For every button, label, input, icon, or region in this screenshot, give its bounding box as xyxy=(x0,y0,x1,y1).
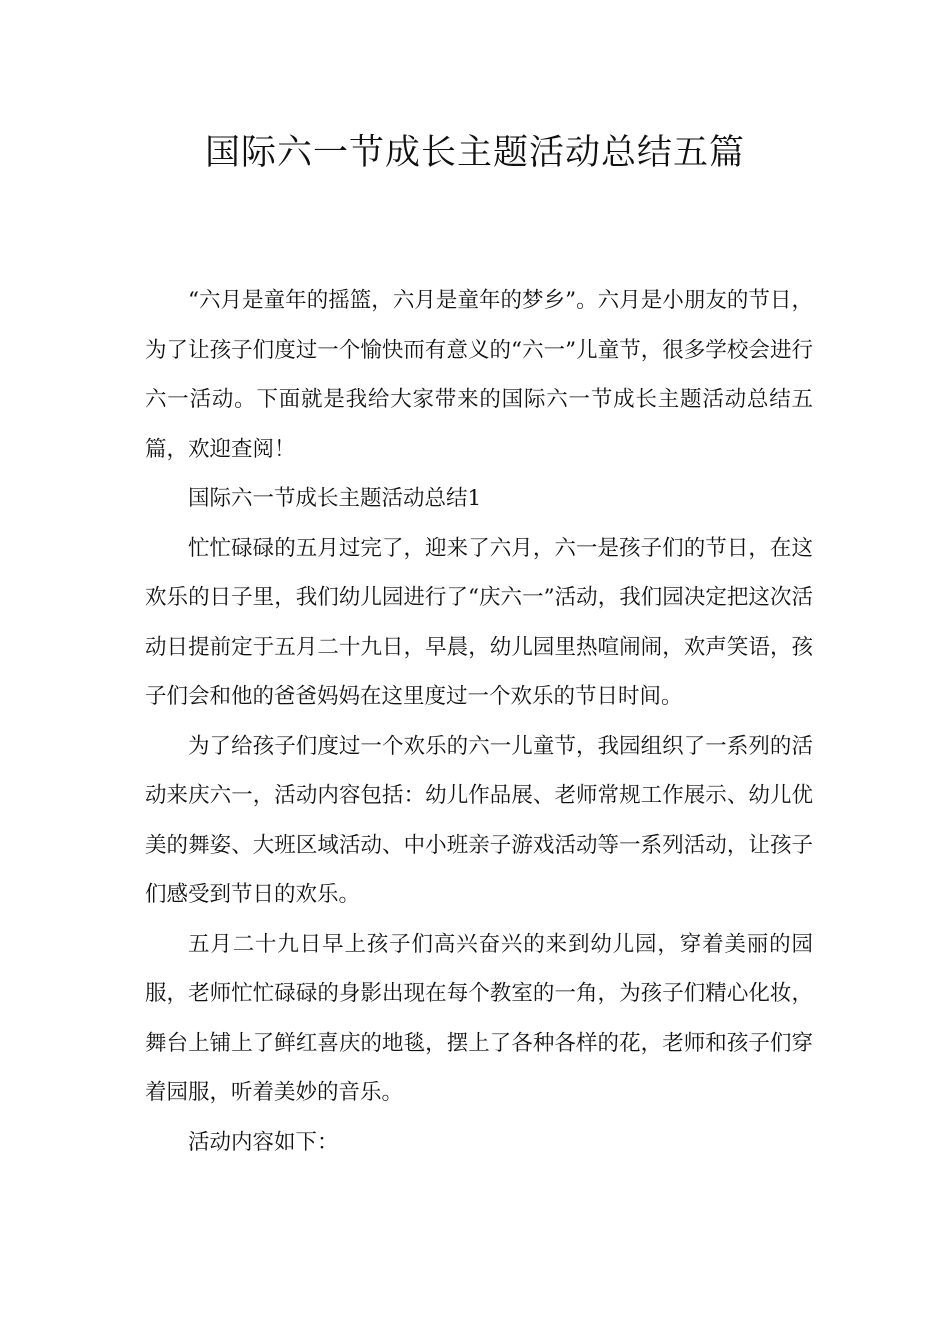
document-body xyxy=(145,276,813,1167)
body-paragraph: 五月二十九日早上孩子们高兴奋兴的来到幼儿园，穿着美丽的园服，老师忙忙碌碌的身影出现在每个教室的一角，为孩子们精心化妆，舞台上铺上了鲜红喜庆的地毯，摆上了各种各样的花，老师和孩子们穿着园服，听着美妙的音乐。 xyxy=(145,931,813,1105)
body-paragraph: 忙忙碌碌的五月过完了，迎来了六月，六一是孩子们的节日，在这欢乐的日子里，我们幼儿园进行了“庆六一”活动，我们园决定把这次活动日提前定于五月二十九日，早晨，幼儿园里热喧闹闹，欢声笑语，孩子们会和他的爸爸妈妈在这里度过一个欢乐的节日时间。 xyxy=(145,535,813,709)
body-paragraph: 活动内容如下： xyxy=(188,1129,339,1155)
document-title: 国际六一节成长主题活动总结五篇 xyxy=(204,133,745,173)
intro-paragraph: “六月是童年的摇篮，六月是童年的梦乡”。六月是小朋友的节日，为了让孩子们度过一个愉快而有意义的“六一”儿童节，很多学校会进行六一活动。下面就是我给大家带来的国际六一节成长主题活动总结五篇，欢迎查阅！ xyxy=(145,288,813,462)
section-heading-1: 国际六一节成长主题活动总结1 xyxy=(188,486,482,511)
body-paragraph: 为了给孩子们度过一个欢乐的六一儿童节，我园组织了一系列的活动来庆六一，活动内容包括：幼儿作品展、老师常规工作展示、幼儿优美的舞姿、大班区域活动、中小班亲子游戏活动等一系列活动，让孩子们感受到节日的欢乐。 xyxy=(145,733,813,907)
